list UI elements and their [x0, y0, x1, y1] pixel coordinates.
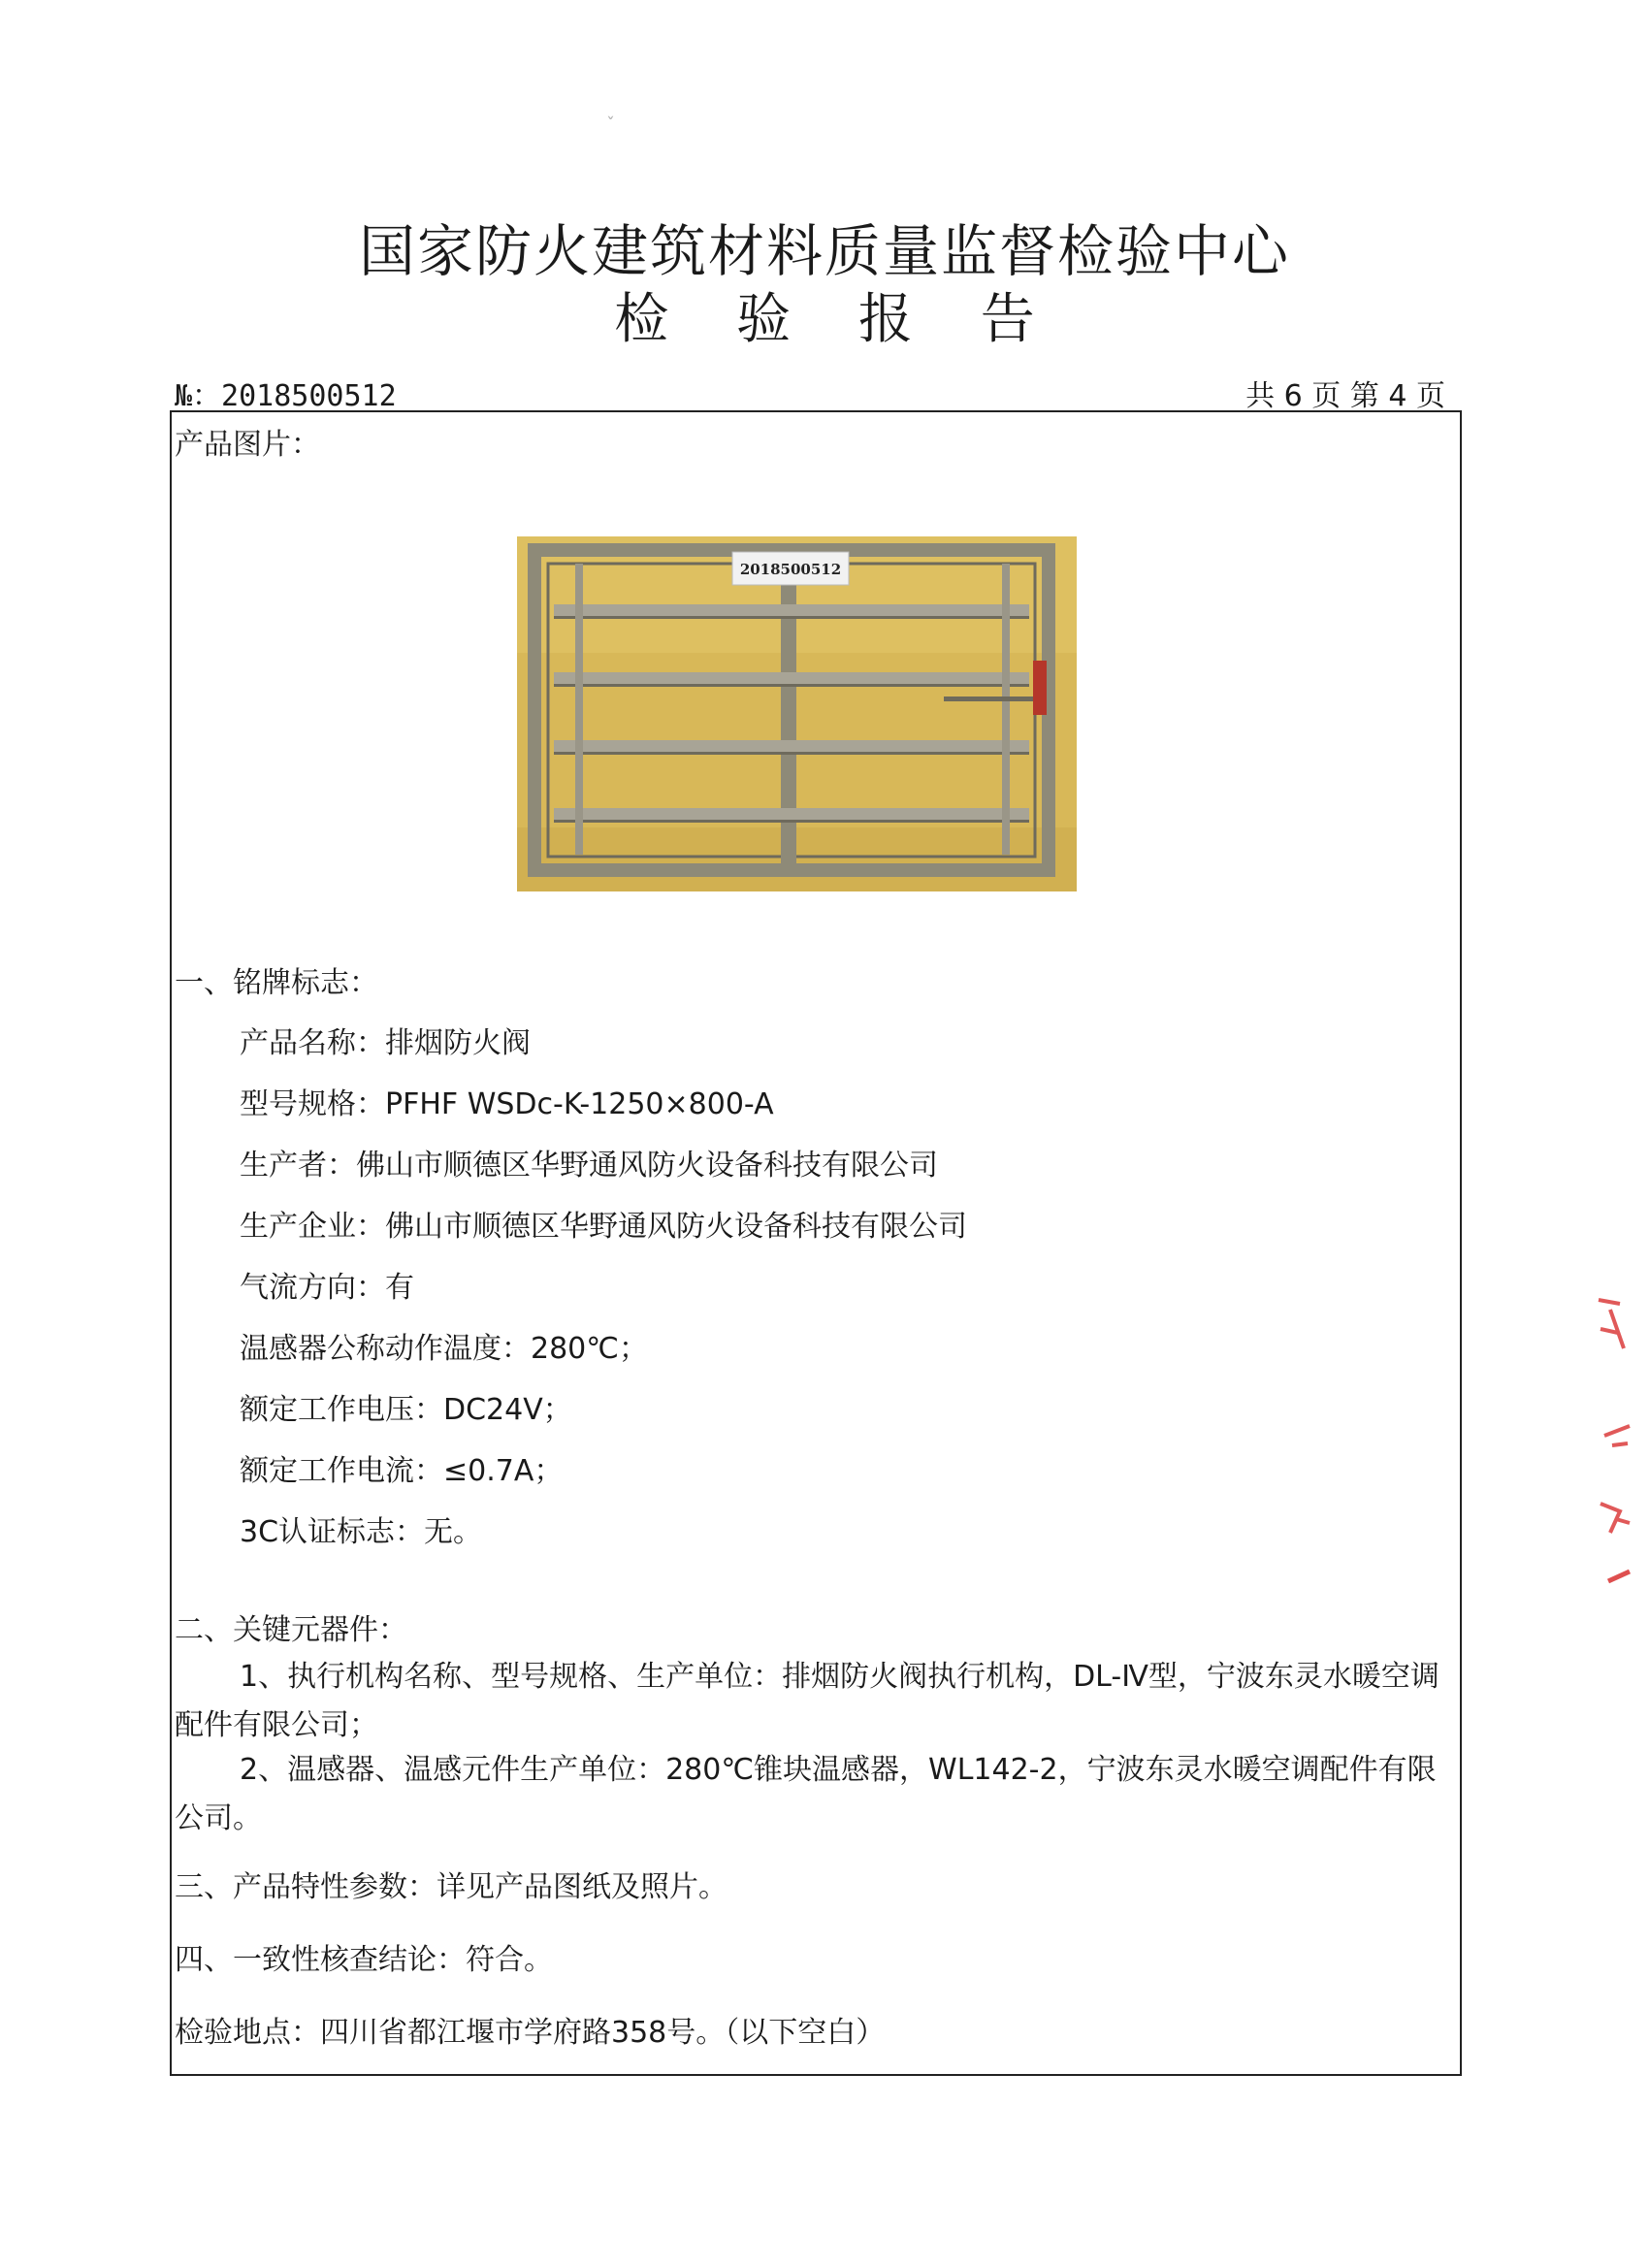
- component-item-2: 2、温感器、温感元件生产单位：280℃锥块温感器，WL142-2，宁波东灵水暖空调配件有限公司。: [175, 1753, 1437, 1835]
- nameplate-item: 产品名称：排烟防火阀: [240, 1026, 531, 1060]
- nameplate-item: 额定工作电压：DC24V；: [240, 1393, 572, 1427]
- photo-label: 产品图片：: [175, 428, 320, 462]
- seal-stamp-fragment: [1591, 1290, 1639, 1601]
- characteristics-line: 三、产品特性参数：详见产品图纸及照片。: [175, 1870, 728, 1904]
- page-info: 共 6 页 第 4 页: [1245, 379, 1445, 413]
- nameplate-heading: 一、铭牌标志：: [175, 966, 378, 1000]
- nameplate-item: 额定工作电流：≤0.7A；: [240, 1454, 564, 1488]
- nameplate-item: 温感器公称动作温度：280℃；: [240, 1332, 648, 1366]
- nameplate-item: 型号规格：PFHF WSDc-K-1250×800-A: [240, 1087, 774, 1121]
- nameplate-item: 气流方向：有: [240, 1271, 414, 1305]
- nameplate-item: 3C认证标志：无。: [240, 1515, 483, 1549]
- conformity-line: 四、一致性核查结论：符合。: [175, 1943, 553, 1977]
- location-line: 检验地点：四川省都江堰市学府路358号。（以下空白）: [175, 2016, 886, 2050]
- photo-tag-text: 2018500512: [739, 561, 842, 578]
- scan-mark: ˇ: [606, 114, 615, 135]
- nameplate-item: 生产者：佛山市顺德区华野通风防火设备科技有限公司: [240, 1149, 938, 1183]
- document-title: 检 验 报 告: [614, 288, 1060, 351]
- organization-title: 国家防火建筑材料质量监督检验中心: [358, 218, 1290, 284]
- component-item-1: 1、执行机构名称、型号规格、生产单位：排烟防火阀执行机构，DL-Ⅳ型，宁波东灵水暖空调配件有限公司；: [175, 1660, 1439, 1742]
- report-number: №：2018500512: [175, 379, 397, 413]
- product-photo: [517, 536, 1077, 891]
- nameplate-item: 生产企业：佛山市顺德区华野通风防火设备科技有限公司: [240, 1210, 967, 1244]
- components-heading: 二、关键元器件：: [175, 1613, 407, 1647]
